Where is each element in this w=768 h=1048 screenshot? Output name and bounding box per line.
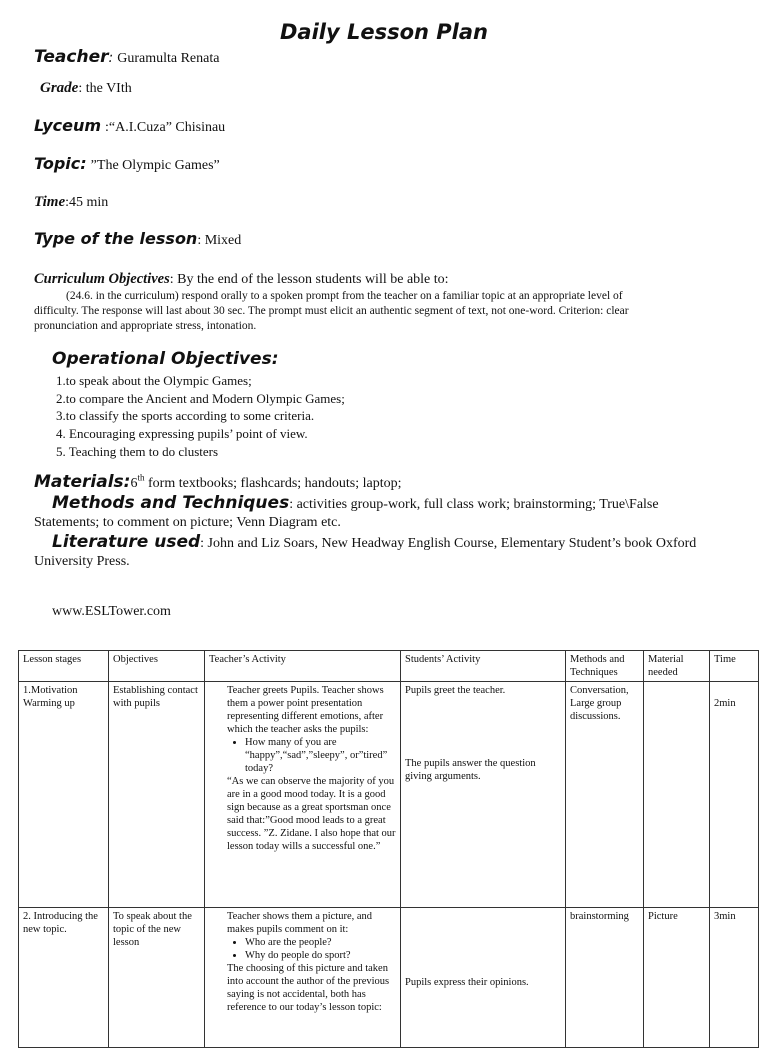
curriculum-line <box>34 270 449 288</box>
materials-label: Materials: <box>34 472 131 492</box>
time-cell <box>710 682 759 908</box>
teacher-question-list <box>227 936 396 962</box>
teacher-question-list <box>227 736 396 775</box>
time-cell: 3min <box>710 908 759 1048</box>
grade-value: : the VIth <box>78 81 132 96</box>
curriculum-label: Curriculum Objectives <box>34 271 170 287</box>
teacher-activity-text: Teacher shows them a picture, and makes pupils comment on it: <box>227 911 373 935</box>
objective-cell: Establishing contact with pupils <box>109 682 205 908</box>
operational-item: 3.to classify the sports according to some criteria. <box>56 408 315 423</box>
literature-value: : John and Liz Soars, New Headway English Course, Elementary Student’s book Oxford <box>200 536 697 551</box>
operational-item: 4. Encouraging expressing pupils’ point of view. <box>56 426 308 441</box>
column-header: Time <box>710 651 759 682</box>
column-header: Methods and Techniques <box>566 651 644 682</box>
topic-label: Topic: <box>34 154 87 173</box>
students-activity-text: Pupils express their opinions. <box>405 977 529 988</box>
teacher-colon: : <box>108 50 114 66</box>
grade-line <box>40 79 132 97</box>
material-cell <box>644 682 710 908</box>
table-header-row <box>19 651 759 682</box>
methods-cell: brainstorming <box>566 908 644 1048</box>
time-line <box>34 193 108 211</box>
methods-value-2: Statements; to comment on picture; Venn Diagram etc. <box>34 515 341 530</box>
methods-value: : activities group-work, full class work; brainstorming; True\False <box>289 497 659 512</box>
curriculum-text-2: difficulty. The response will last about 30 sec. The prompt must elicit an authentic segment of text, not one-word. Criterion: clear <box>34 305 629 317</box>
table-row <box>19 682 759 908</box>
lyceum-line <box>34 116 225 136</box>
teacher-activity-text-2: The choosing of this picture and taken into account the author of the previous saying is not accidental, both has reference to our today’s lesson topic: <box>227 963 390 1013</box>
time-label: Time <box>34 194 66 210</box>
materials-number: 6 <box>130 476 138 491</box>
lesson-plan-table <box>18 650 759 1048</box>
lesson-stage-cell: 1.Motivation Warming up <box>19 682 109 908</box>
column-header: Students’ Activity <box>401 651 566 682</box>
students-activity-cell <box>401 682 566 908</box>
methods-line <box>52 493 659 513</box>
teacher-activity-text-2: “As we can observe the majority of you are in a good mood today. It is a good sign because as a great sportsman once said that:”Good mood leads to a great success. ”Z. Zidane. I also hope that our lesson today wills a successful one.” <box>227 776 396 852</box>
lesson-type-value: : Mixed <box>197 233 242 248</box>
teacher-line <box>34 47 219 67</box>
curriculum-intro: : By the end of the lesson students will be able to: <box>169 272 449 287</box>
literature-value-2: University Press. <box>34 554 130 569</box>
topic-value: ”The Olympic Games” <box>90 158 220 173</box>
teacher-activity-text: Teacher greets Pupils. Teacher shows them a power point presentation representing different emotions, after which the teacher asks the pupils: <box>227 685 384 735</box>
curriculum-text-3: pronunciation and appropriate stress, intonation. <box>34 320 257 332</box>
teacher-question: • Why do people do sport? <box>245 949 396 962</box>
page-title: Daily Lesson Plan <box>279 20 489 44</box>
column-header: Teacher’s Activity <box>205 651 401 682</box>
materials-sup: th <box>137 472 145 483</box>
teacher-activity-cell <box>205 908 401 1048</box>
methods-label: Methods and Techniques <box>52 493 290 513</box>
time-value: :45 min <box>65 195 109 210</box>
lyceum-label: Lyceum <box>34 116 102 135</box>
column-header: Material needed <box>644 651 710 682</box>
material-cell: Picture <box>644 908 710 1048</box>
teacher-value: Guramulta Renata <box>117 51 220 66</box>
operational-item: 5. Teaching them to do clusters <box>56 444 219 459</box>
curriculum-text-1: (24.6. in the curriculum) respond orally to a spoken prompt from the teacher on a familiar topic at an appropriate level of <box>66 290 623 302</box>
topic-line <box>34 154 220 174</box>
time-value: 2min <box>714 698 736 709</box>
teacher-question: • How many of you are “happy”,“sad”,”sleepy”, or”tired” today? <box>245 736 396 775</box>
students-activity-cell <box>401 908 566 1048</box>
methods-cell: Conversation, Large group discussions. <box>566 682 644 908</box>
teacher-label: Teacher <box>34 47 109 67</box>
lyceum-value: :“A.I.Cuza” Chisinau <box>105 120 226 135</box>
table-row <box>19 908 759 1048</box>
literature-line <box>52 532 696 552</box>
teacher-question: • Who are the people? <box>245 936 396 949</box>
column-header: Lesson stages <box>19 651 109 682</box>
operational-heading: Operational Objectives: <box>52 349 279 369</box>
students-activity-text-2: The pupils answer the question giving arguments. <box>405 758 536 782</box>
grade-label: Grade <box>40 80 79 96</box>
materials-line <box>34 472 402 492</box>
materials-value: form textbooks; flashcards; handouts; laptop; <box>144 476 402 491</box>
lesson-type-line <box>34 229 241 249</box>
objective-cell: To speak about the topic of the new lesson <box>109 908 205 1048</box>
teacher-activity-cell <box>205 682 401 908</box>
lesson-stage-cell: 2. Introducing the new topic. <box>19 908 109 1048</box>
operational-item: 2.to compare the Ancient and Modern Olympic Games; <box>56 391 345 406</box>
website-link[interactable]: www.ESLTower.com <box>52 604 171 619</box>
operational-item: 1.to speak about the Olympic Games; <box>56 373 252 388</box>
literature-label: Literature used <box>52 532 201 552</box>
students-activity-text: Pupils greet the teacher. <box>405 685 506 696</box>
lesson-type-label: Type of the lesson <box>34 229 198 248</box>
column-header: Objectives <box>109 651 205 682</box>
